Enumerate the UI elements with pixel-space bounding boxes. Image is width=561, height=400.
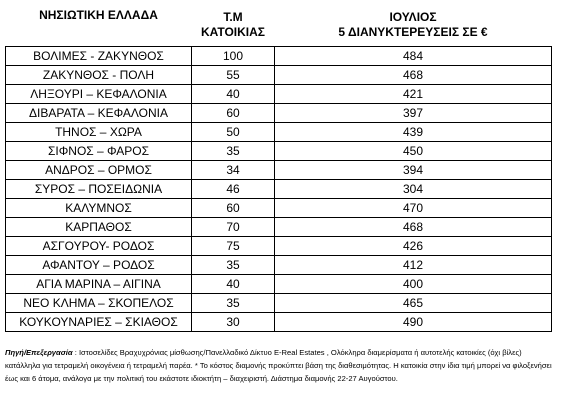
- header-row: [6, 4, 552, 47]
- table-row: [6, 47, 552, 66]
- cell-location: ΚΟΥΚΟΥΝΑΡΙΕΣ – ΣΚΙΑΘΟΣ: [6, 313, 192, 332]
- footnote-label: Πηγή/Επεξεργασία: [5, 348, 73, 357]
- cell-price: 397: [275, 104, 552, 123]
- table-row: [6, 275, 552, 294]
- table-row: [6, 256, 552, 275]
- table-header: [6, 4, 552, 47]
- table-row: [6, 294, 552, 313]
- cell-location: ΖΑΚΥΝΘΟΣ - ΠΟΛΗ: [6, 66, 192, 85]
- cell-location: ΣΥΡΟΣ – ΠΟΣΕΙΔΩΝΙΑ: [6, 180, 192, 199]
- cell-location: ΑΦΑΝΤΟΥ – ΡΟΔΟΣ: [6, 256, 192, 275]
- cell-price: 439: [275, 123, 552, 142]
- cell-sqm: 35: [192, 256, 275, 275]
- table-row: [6, 218, 552, 237]
- header-price-line1: ΙΟΥΛΙΟΣ: [389, 10, 437, 24]
- cell-location: ΑΝΔΡΟΣ – ΟΡΜΟΣ: [6, 161, 192, 180]
- cell-sqm: 70: [192, 218, 275, 237]
- cell-price: 304: [275, 180, 552, 199]
- cell-sqm: 46: [192, 180, 275, 199]
- cell-location: ΑΓΙΑ ΜΑΡΙΝΑ – ΑΙΓΙΝΑ: [6, 275, 192, 294]
- header-sqm-line2: ΚΑΤΟΙΚΙΑΣ: [201, 25, 265, 39]
- table-row: [6, 142, 552, 161]
- cell-sqm: 50: [192, 123, 275, 142]
- cell-price: 412: [275, 256, 552, 275]
- cell-sqm: 40: [192, 85, 275, 104]
- cell-location: ΛΗΞΟΥΡΙ – ΚΕΦΑΛΟΝΙΑ: [6, 85, 192, 104]
- cell-location: ΒΟΛΙΜΕΣ - ΖΑΚΥΝΘΟΣ: [6, 47, 192, 66]
- footnote-text: : Ιστοσελίδες Βραχυχρόνιας μίσθωσης/Πανελλαδικό Δίκτυο E-Real Estates , Ολόκληρα διαμερίσματα ή αυτοτελής κατοικίες (όχι βίλες) κατάλληλα για τετραμελή οικογένεια ή τετραμελή παρέα. * Το κόστος διαμονής προκύπτει βάση της διαθεσιμότητας. Η κατοικία στην ίδια τιμή μπορεί να φιλοξενήσει έως και 6 άτομα, ανάλογα με την πολιτική του εκάστοτε ιδιοκτήτη – διαχειριστή. Διάστημα διαμονής 22-27 Αυγούστου.: [5, 348, 552, 383]
- cell-price: 468: [275, 66, 552, 85]
- cell-location: ΚΑΡΠΑΘΟΣ: [6, 218, 192, 237]
- cell-price: 468: [275, 218, 552, 237]
- table-row: [6, 104, 552, 123]
- header-price: [275, 4, 552, 47]
- cell-sqm: 40: [192, 275, 275, 294]
- cell-sqm: 34: [192, 161, 275, 180]
- header-location: [6, 4, 192, 47]
- cell-price: 465: [275, 294, 552, 313]
- cell-price: 421: [275, 85, 552, 104]
- table-body: [6, 47, 552, 332]
- header-price-line2: 5 ΔΙΑΝΥΚΤΕΡΕΥΣΕΙΣ ΣΕ €: [338, 25, 488, 39]
- cell-price: 470: [275, 199, 552, 218]
- cell-sqm: 100: [192, 47, 275, 66]
- cell-sqm: 55: [192, 66, 275, 85]
- table-row: [6, 180, 552, 199]
- cell-price: 400: [275, 275, 552, 294]
- header-sqm-line1: Τ.Μ: [223, 10, 243, 24]
- table-row: [6, 66, 552, 85]
- cell-sqm: 35: [192, 294, 275, 313]
- cell-location: ΤΗΝΟΣ – ΧΩΡΑ: [6, 123, 192, 142]
- cell-price: 484: [275, 47, 552, 66]
- table-row: [6, 313, 552, 332]
- cell-price: 490: [275, 313, 552, 332]
- cell-sqm: 35: [192, 142, 275, 161]
- table-row: [6, 161, 552, 180]
- table-row: [6, 199, 552, 218]
- cell-location: ΔΙΒΑΡΑΤΑ – ΚΕΦΑΛΟΝΙΑ: [6, 104, 192, 123]
- cell-price: 426: [275, 237, 552, 256]
- cell-sqm: 75: [192, 237, 275, 256]
- table-row: [6, 237, 552, 256]
- cell-sqm: 60: [192, 104, 275, 123]
- table-row: [6, 85, 552, 104]
- cell-sqm: 60: [192, 199, 275, 218]
- header-location-label: ΝΗΣΙΩΤΙΚΗ ΕΛΛΑΔΑ: [39, 8, 158, 22]
- cell-location: ΝΕΟ ΚΛΗΜΑ – ΣΚΟΠΕΛΟΣ: [6, 294, 192, 313]
- header-sqm: [192, 4, 275, 47]
- cell-location: ΑΣΓΟΥΡΟΥ- ΡΟΔΟΣ: [6, 237, 192, 256]
- table-row: [6, 123, 552, 142]
- cell-location: ΚΑΛΥΜΝΟΣ: [6, 199, 192, 218]
- cell-price: 450: [275, 142, 552, 161]
- cell-location: ΣΙΦΝΟΣ – ΦΑΡΟΣ: [6, 142, 192, 161]
- rental-price-table: [5, 4, 552, 332]
- source-footnote: [5, 346, 555, 385]
- cell-price: 394: [275, 161, 552, 180]
- cell-sqm: 30: [192, 313, 275, 332]
